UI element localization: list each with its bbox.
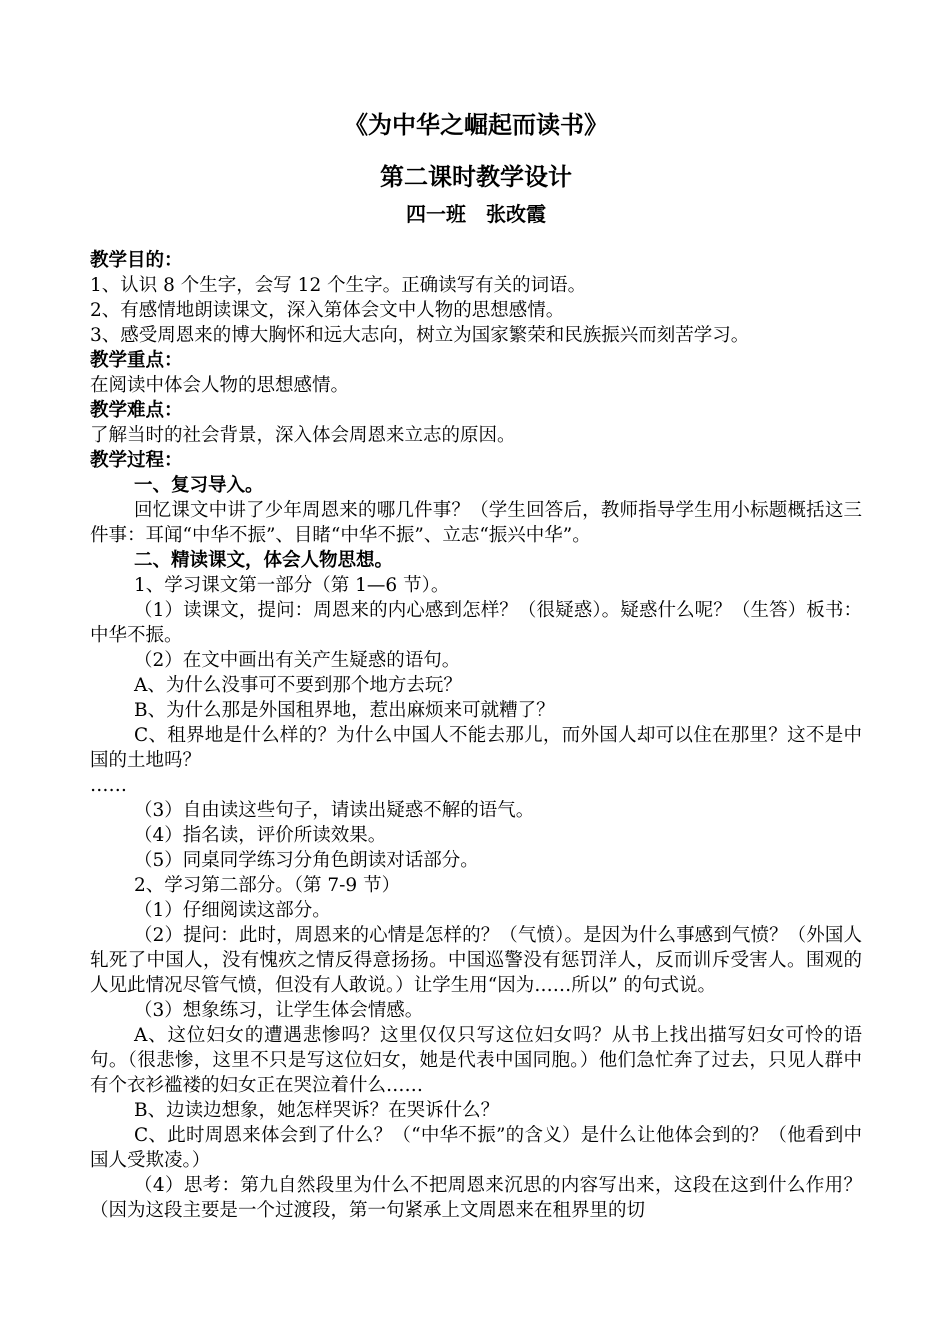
- body-paragraph: （3）想象练习，让学生体会情感。: [134, 1000, 424, 1021]
- body-paragraph: B、为什么那是外国租界地，惹出麻烦来可就糟了？: [134, 700, 555, 721]
- section-heading: 二、精读课文，体会人物思想。: [134, 550, 394, 571]
- body-paragraph: B、边读边想象，她怎样哭诉？在哭诉什么？: [134, 1100, 500, 1121]
- body-paragraph: A、这位妇女的遭遇悲惨吗？这里仅仅只写这位妇女吗？从书上找出描写妇女可怜的语句。（很悲惨，这里不只是写这位妇女，她是代表中国同胞。）他们急忙奔了过去，只见人群中有个衣衫褴褛的妇女正在哭泣着什么……: [90, 1025, 862, 1096]
- document-subtitle: 第二课时教学设计: [380, 162, 572, 191]
- body-paragraph: 回忆课文中讲了少年周恩来的哪几件事？（学生回答后，教师指导学生用小标题概括这三件事：耳闻“中华不振”、目睹“中华不振”、立志“振兴中华”。: [90, 500, 862, 546]
- body-paragraph: 2、有感情地朗读课文，深入第体会文中人物的思想感情。: [90, 300, 565, 321]
- body-paragraph: ……: [90, 775, 127, 796]
- body-paragraph: （2）提问：此时，周恩来的心情是怎样的？（气愤）。是因为什么事感到气愤？（外国人轧死了中国人，没有愧疚之情反得意扬扬。中国巡警没有惩罚洋人，反而训斥受害人。围观的人见此情况尽管气愤，但没有人敢说。）让学生用“因为……所以” 的句式说。: [90, 925, 862, 996]
- body-paragraph: 1、学习课文第一部分（第 1—6 节）。: [134, 575, 450, 596]
- document-page: [90, 108, 862, 1223]
- body-paragraph: （4）思考：第九自然段里为什么不把周恩来沉思的内容写出来，这段在这到什么作用？（因为这段主要是一个过渡段，第一句紧承上文周恩来在租界里的切: [90, 1175, 862, 1221]
- section-heading: 教学难点：: [90, 400, 183, 421]
- body-paragraph: （2）在文中画出有关产生疑惑的语句。: [134, 650, 461, 671]
- body-paragraph: 2、学习第二部分。（第 7-9 节）: [134, 875, 401, 896]
- body-paragraph: （3）自由读这些句子，请读出疑惑不解的语气。: [134, 800, 535, 821]
- body-paragraph: 3、感受周恩来的博大胸怀和远大志向，树立为国家繁荣和民族振兴而刻苦学习。: [90, 325, 750, 346]
- body-paragraph: （1）仔细阅读这部分。: [134, 900, 331, 921]
- body-paragraph: （1）读课文，提问：周恩来的内心感到怎样？（很疑惑）。疑惑什么呢？（生答）板书：中华不振。: [90, 600, 862, 646]
- section-heading: 教学重点：: [90, 350, 183, 371]
- body-paragraph: 了解当时的社会背景，深入体会周恩来立志的原因。: [90, 425, 516, 446]
- document-body: [90, 248, 862, 1223]
- document-title: 《为中华之崛起而读书》: [344, 110, 608, 139]
- section-heading: 教学过程：: [90, 450, 183, 471]
- section-heading: 教学目的：: [90, 250, 183, 271]
- body-paragraph: （4）指名读，评价所读效果。: [134, 825, 387, 846]
- body-paragraph: 在阅读中体会人物的思想感情。: [90, 375, 350, 396]
- document-author: 四一班 张改霞: [406, 202, 546, 226]
- body-paragraph: （5）同桌同学练习分角色朗读对话部分。: [134, 850, 479, 871]
- body-paragraph: C、此时周恩来体会到了什么？（“中华不振”的含义）是什么让他体会到的？（他看到中国人受欺凌。）: [90, 1125, 862, 1171]
- section-heading: 一、复习导入。: [134, 475, 264, 496]
- body-paragraph: C、租界地是什么样的？为什么中国人不能去那儿，而外国人却可以住在那里？这不是中国的土地吗？: [90, 725, 862, 771]
- body-paragraph: 1、认识 8 个生字，会写 12 个生字。正确读写有关的词语。: [90, 275, 587, 296]
- body-paragraph: A、为什么没事可不要到那个地方去玩？: [134, 675, 462, 696]
